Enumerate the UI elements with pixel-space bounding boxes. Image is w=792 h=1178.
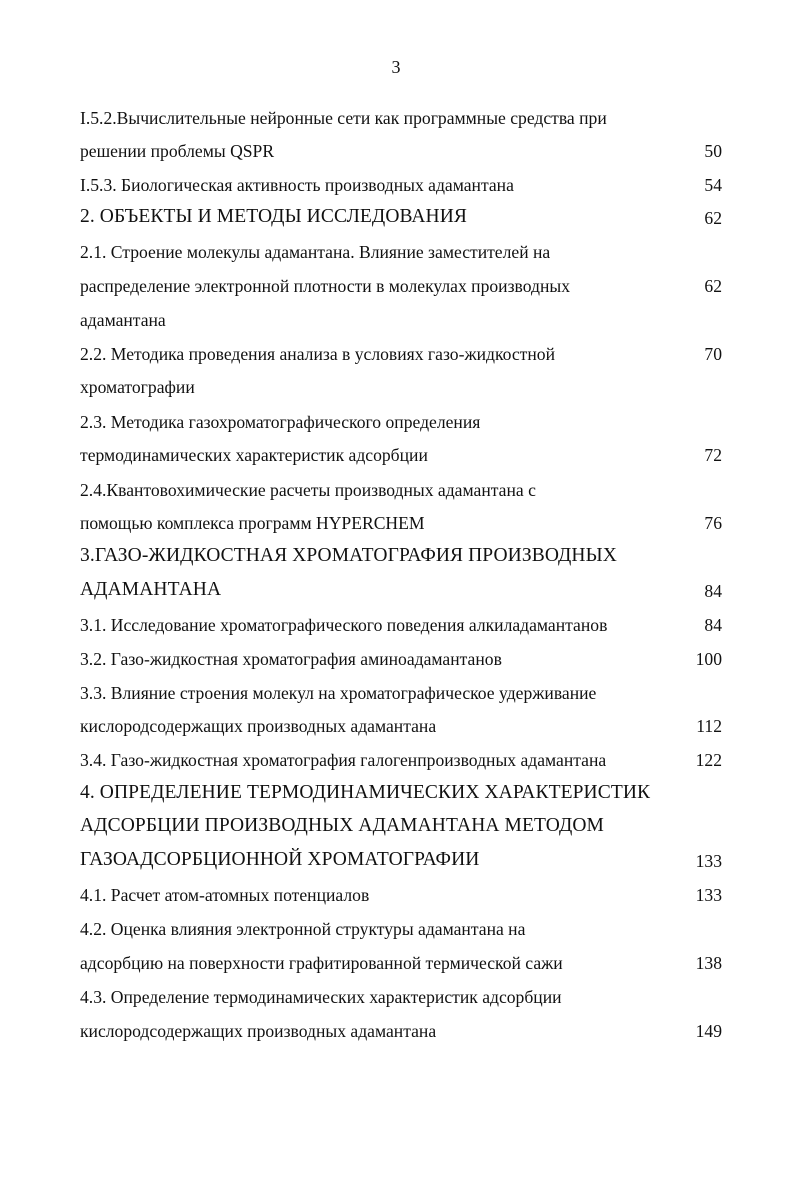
- toc-page-number: 76: [704, 513, 722, 533]
- toc-entry-line: распределение электронной плотности в молекулах производных: [80, 276, 571, 296]
- toc-entry-line: 2.2. Методика проведения анализа в условиях газо-жидкостной: [80, 344, 555, 364]
- toc-entry-line: 2.1. Строение молекулы адамантана. Влияние заместителей на: [80, 242, 551, 262]
- toc-entry-line: 3.2. Газо-жидкостная хроматография аминоадамантанов: [80, 649, 502, 669]
- toc-entry-line: адамантана: [80, 310, 166, 330]
- toc-entry-line: 2. ОБЪЕКТЫ И МЕТОДЫ ИССЛЕДОВАНИЯ: [80, 206, 468, 227]
- page-number: 3: [391, 57, 401, 77]
- toc-page-number: 133: [695, 885, 722, 905]
- toc-page-number: 54: [704, 175, 722, 195]
- toc-entry-line: 2.3. Методика газохроматографического определения: [80, 412, 481, 432]
- toc-page-number: 62: [704, 208, 722, 228]
- toc-page-number: 122: [695, 750, 722, 770]
- toc-entry-line: АДАМАНТАНА: [80, 579, 222, 600]
- toc-entry-line: 4.3. Определение термодинамических характеристик адсорбции: [80, 987, 562, 1007]
- toc-page-number: 112: [696, 716, 722, 736]
- toc-entry-line: 4.1. Расчет атом-атомных потенциалов: [80, 885, 370, 905]
- toc-entry-line: 3.1. Исследование хроматографического поведения алкиладамантанов: [80, 615, 608, 635]
- toc-page-number: 62: [704, 276, 722, 296]
- toc-page-number: 70: [704, 344, 722, 364]
- toc-page-number: 84: [704, 615, 722, 635]
- toc-page-number: 133: [695, 851, 722, 871]
- toc-entry-line: 3.3. Влияние строения молекул на хроматографическое удерживание: [80, 683, 597, 703]
- toc-entry-line: 4. ОПРЕДЕЛЕНИЕ ТЕРМОДИНАМИЧЕСКИХ ХАРАКТЕРИСТИК: [80, 782, 651, 803]
- toc-page-number: 100: [695, 649, 722, 669]
- toc-entry-line: I.5.2.Вычислительные нейронные сети как программные средства при: [80, 108, 607, 128]
- toc-page-number: 138: [695, 953, 722, 973]
- toc-entry-line: I.5.3. Биологическая активность производных адамантана: [80, 175, 514, 195]
- toc-entry-line: кислородсодержащих производных адамантана: [80, 1021, 437, 1041]
- toc-page-number: 72: [704, 445, 722, 465]
- toc-entry-line: 4.2. Оценка влияния электронной структуры адамантана на: [80, 919, 526, 939]
- toc-page-number: 149: [695, 1021, 722, 1041]
- toc-entry-line: решении проблемы QSPR: [80, 141, 275, 161]
- toc-entry-line: термодинамических характеристик адсорбции: [80, 445, 428, 465]
- toc-entry-line: хроматографии: [80, 377, 195, 397]
- toc-entry-line: 2.4.Квантовохимические расчеты производных адамантана с: [80, 480, 536, 500]
- toc-entry-line: помощью комплекса программ HYPERCHEM: [80, 513, 425, 533]
- toc-entry-line: кислородсодержащих производных адамантана: [80, 716, 437, 736]
- toc-page-number: 50: [704, 141, 722, 161]
- toc-entry-line: АДСОРБЦИИ ПРОИЗВОДНЫХ АДАМАНТАНА МЕТОДОМ: [80, 815, 604, 836]
- toc-entry-line: 3.ГАЗО-ЖИДКОСТНАЯ ХРОМАТОГРАФИЯ ПРОИЗВОДНЫХ: [80, 545, 617, 566]
- toc-entry-line: 3.4. Газо-жидкостная хроматография галогенпроизводных адамантана: [80, 750, 607, 770]
- toc-entry-line: ГАЗОАДСОРБЦИОННОЙ ХРОМАТОГРАФИИ: [80, 849, 480, 870]
- toc-page-number: 84: [704, 581, 722, 601]
- toc-entry-line: адсорбцию на поверхности графитированной термической сажи: [80, 953, 563, 973]
